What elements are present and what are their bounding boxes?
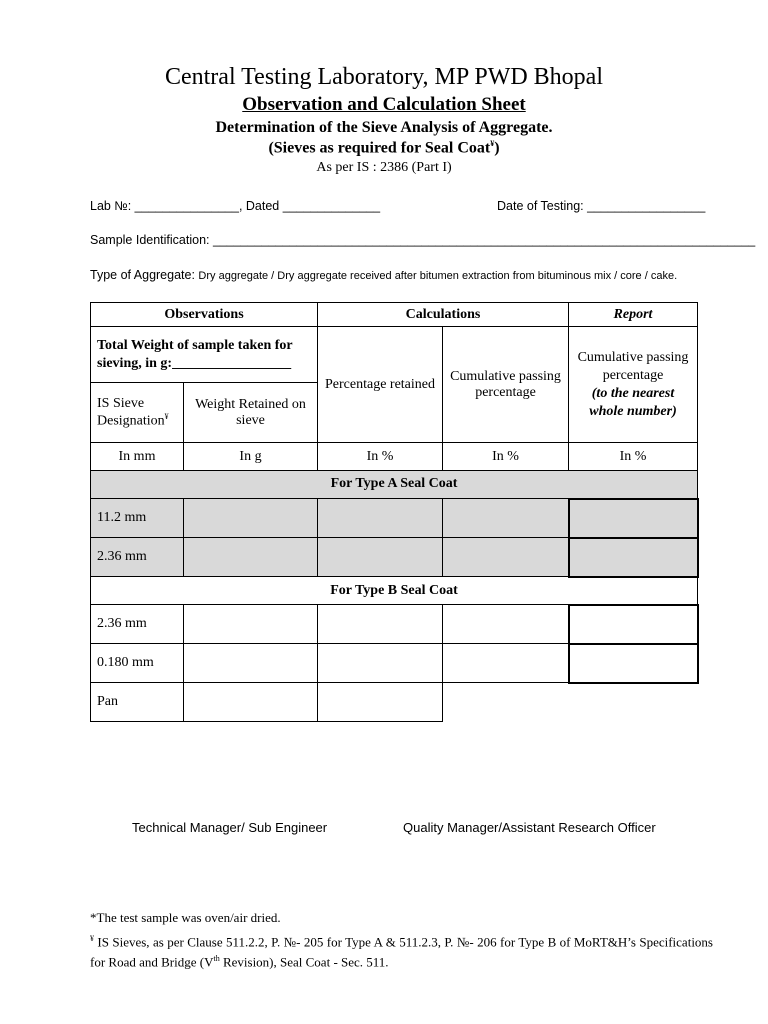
weight-retained-header: Weight Retained on sieve (184, 383, 318, 443)
weight-input-cell[interactable] (184, 499, 318, 538)
sieve-size-cell: 0.180 mm (91, 644, 184, 683)
table-row (91, 644, 698, 683)
aggregate-type-label: Type of Aggregate: (90, 268, 199, 282)
report-cumulative-header: Cumulative passing percentage (to the nearest whole number) (569, 327, 698, 443)
percentage-retained-header: Percentage retained (318, 327, 443, 443)
aggregate-type-line (90, 268, 677, 282)
observations-header: Observations (91, 303, 318, 327)
cumulative-passing-header: Cumulative passing percentage (443, 327, 569, 443)
unit-g: In g (184, 443, 318, 471)
weight-input-cell[interactable] (184, 538, 318, 577)
signature-quality-manager: Quality Manager/Assistant Research Officer (403, 820, 656, 835)
percent-input-cell[interactable] (318, 538, 443, 577)
weight-input-cell[interactable] (184, 644, 318, 683)
sieve-size-cell: 11.2 mm (91, 499, 184, 538)
report-input-cell[interactable] (569, 538, 698, 577)
sieve-size-cell: 2.36 mm (91, 538, 184, 577)
sheet-subtitle: Observation and Calculation Sheet (242, 94, 526, 115)
cumulative-input-cell[interactable] (443, 499, 569, 538)
lab-title: Central Testing Laboratory, MP PWD Bhopal (164, 64, 604, 90)
report-input-cell[interactable] (569, 605, 698, 644)
percent-input-cell[interactable] (318, 644, 443, 683)
table-row (91, 683, 698, 722)
sieve-designation-header: IS Sieve Designation¥ (91, 383, 184, 443)
lab-number-field[interactable]: Lab №: _______________, Dated ______________ (90, 199, 381, 213)
report-input-cell[interactable] (569, 644, 698, 683)
test-heading: Determination of the Sieve Analysis of Aggregate. (215, 119, 553, 136)
footnote-sieves-reference: ¥ IS Sieves, as per Clause 511.2.2, P. №- 205 for Type A & 511.2.3, P. №- 206 for Type B of MoRT&H’s Specifications for Road and Bridge (Vth Revision), Seal Coat - Sec. 511. (90, 934, 713, 970)
report-header: Report (569, 303, 698, 327)
percent-input-cell[interactable] (318, 499, 443, 538)
sieve-size-cell: Pan (91, 683, 184, 722)
unit-percent-report: In % (569, 443, 698, 471)
sieve-analysis-table (90, 302, 699, 722)
calculations-header: Calculations (318, 303, 569, 327)
type-b-section-header: For Type B Seal Coat (91, 577, 698, 605)
percent-input-cell[interactable] (318, 605, 443, 644)
weight-input-cell[interactable] (184, 605, 318, 644)
table-row (91, 605, 698, 644)
cumulative-input-cell[interactable] (443, 605, 569, 644)
footnote-oven-dried: *The test sample was oven/air dried. (90, 910, 281, 925)
date-of-testing-field[interactable]: Date of Testing: _________________ (497, 199, 706, 213)
standard-reference: As per IS : 2386 (Part I) (316, 160, 452, 175)
percent-input-cell[interactable] (318, 683, 443, 722)
unit-percent-cumulative: In % (443, 443, 569, 471)
report-input-cell[interactable] (569, 499, 698, 538)
unit-percent-retained: In % (318, 443, 443, 471)
weight-input-cell[interactable] (184, 683, 318, 722)
cumulative-input-cell[interactable] (443, 644, 569, 683)
table-row (91, 538, 698, 577)
type-a-section-header: For Type A Seal Coat (91, 471, 698, 499)
total-weight-cell[interactable]: Total Weight of sample taken for sieving, in g:_________________ (91, 327, 318, 383)
unit-mm: In mm (91, 443, 184, 471)
test-subheading: (Sieves as required for Seal Coat¥) (268, 139, 500, 157)
sample-identification-field[interactable]: Sample Identification: ______________________________________________________________________________ (90, 233, 756, 247)
signature-technical-manager: Technical Manager/ Sub Engineer (132, 820, 328, 835)
table-row (91, 499, 698, 538)
aggregate-type-options: Dry aggregate / Dry aggregate received after bitumen extraction from bituminous mix / core / cake. (198, 270, 678, 282)
cumulative-input-cell[interactable] (443, 538, 569, 577)
sieve-size-cell: 2.36 mm (91, 605, 184, 644)
